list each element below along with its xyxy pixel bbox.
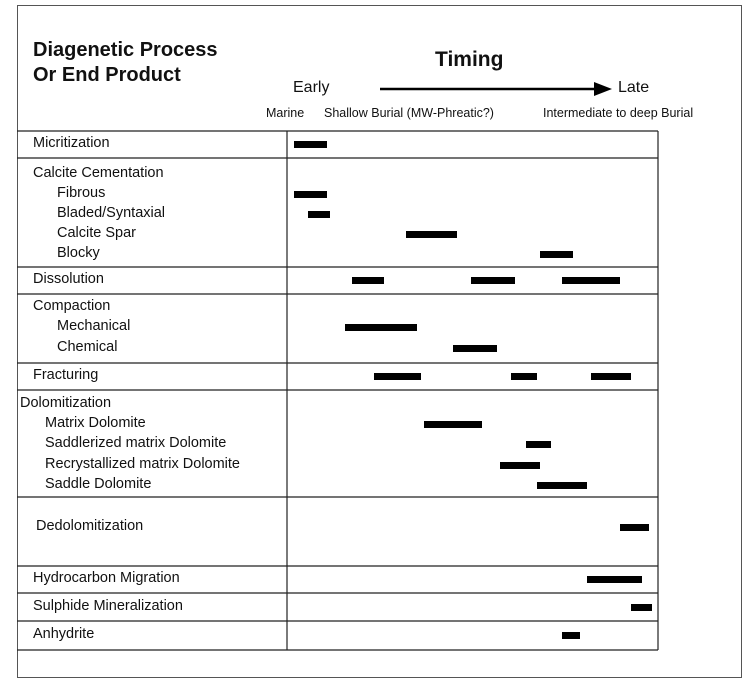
process-label-fracturing: Fracturing [33,367,99,383]
timing-start-label: Early [293,79,330,96]
phase-shallow-burial: Shallow Burial (MW-Phreatic?) [324,106,494,120]
timing-bar [526,441,551,448]
phase-deep-burial: Intermediate to deep Burial [543,106,694,120]
process-label-mechanical: Mechanical [57,318,131,334]
timing-bar [587,576,641,583]
process-label-dolomitization: Dolomitization [20,395,112,411]
timing-end-label: Late [618,79,650,96]
timing-bar [406,231,457,238]
process-label-micritization: Micritization [33,135,110,151]
timing-bar [562,632,580,639]
figure-title: Diagenetic Process Or End Product [33,39,218,86]
timing-bar [294,191,327,198]
timing-label: Timing [435,48,504,71]
process-label-dedolomitization: Dedolomitization [36,518,144,534]
timing-bar [471,277,514,284]
timing-bar [540,251,573,258]
process-label-sulphide-mineralization: Sulphide Mineralization [33,598,183,614]
timing-bar [308,211,330,218]
process-label-blocky: Blocky [57,245,100,261]
process-label-chemical: Chemical [57,339,118,355]
timing-bar [562,277,620,284]
process-label-hydrocarbon-migration: Hydrocarbon Migration [33,570,180,586]
process-label-saddle-dolomite: Saddle Dolomite [45,476,152,492]
timing-bar [620,524,649,531]
phase-marine: Marine [266,106,305,120]
process-label-matrix-dolomite: Matrix Dolomite [45,415,146,431]
process-label-dissolution: Dissolution [33,271,104,287]
timing-bar [591,373,631,380]
timing-bar [345,324,417,331]
timing-bar [374,373,421,380]
process-label-bladed-syntaxial: Bladed/Syntaxial [57,205,166,221]
timing-bar [453,345,496,352]
process-label-recrystallized-matrix-dolomite: Recrystallized matrix Dolomite [45,456,240,472]
process-label-saddlerized-matrix-dolomite: Saddlerized matrix Dolomite [45,435,227,451]
timing-bar [500,462,540,469]
timing-bar [631,604,653,611]
process-label-anhydrite: Anhydrite [33,626,95,642]
timing-bar [352,277,385,284]
timing-bar [511,373,536,380]
timing-bar [537,482,588,489]
process-label-compaction: Compaction [33,298,111,314]
process-label-calcite-spar: Calcite Spar [57,225,136,241]
timing-bar [424,421,482,428]
process-label-fibrous: Fibrous [57,185,106,201]
timing-bar [294,141,327,148]
process-label-calcite-cementation: Calcite Cementation [33,165,164,181]
